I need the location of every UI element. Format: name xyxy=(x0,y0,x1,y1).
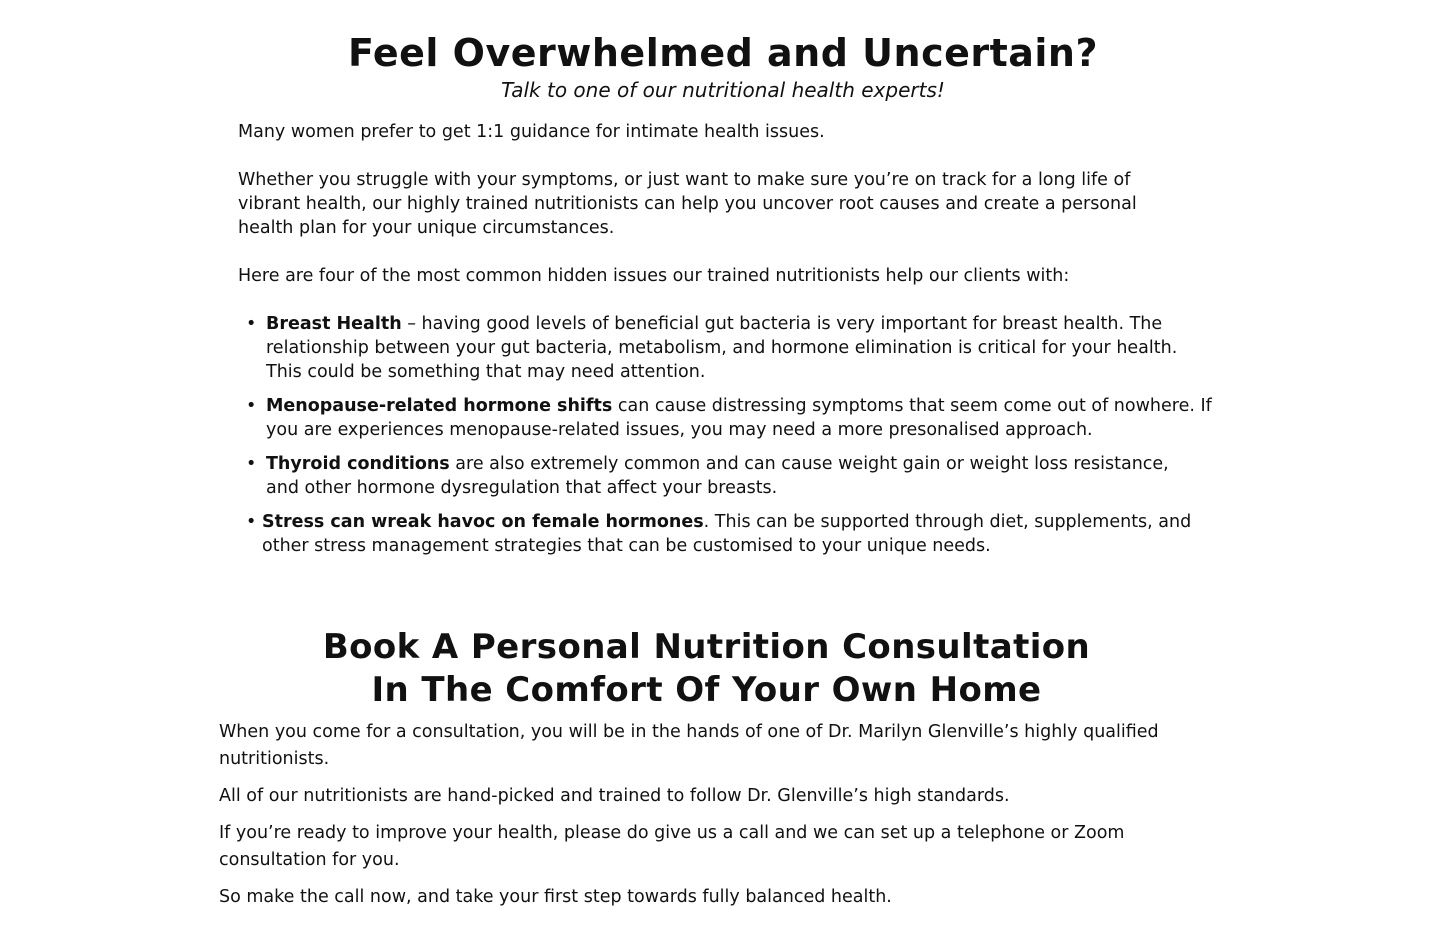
issue-text xyxy=(266,394,1216,442)
intro-paragraph-3: Here are four of the most common hidden issues our trained nutritionists help our clients with: xyxy=(238,266,1070,286)
intro-paragraph-1: Many women prefer to get 1:1 guidance for intimate health issues. xyxy=(238,122,825,142)
consultation-paragraph-2: All of our nutritionists are hand-picked and trained to follow Dr. Glenville’s high standards. xyxy=(219,786,1010,806)
bullet-marker: • xyxy=(246,396,257,416)
bullet-marker: • xyxy=(246,454,257,474)
issue-description: – having good levels of beneficial gut bacteria is very important for breast health. The relationship between your gut bacteria, metabolism, and hormone elimination is critical for your health. This could be something that may need attention. xyxy=(266,314,1178,382)
issue-title: Breast Health xyxy=(266,314,402,334)
consultation-paragraph-4: So make the call now, and take your first step towards fully balanced health. xyxy=(219,887,892,907)
consultation-heading-line-2: In The Comfort Of Your Own Home xyxy=(371,670,1042,710)
intro-paragraph-2: Whether you struggle with your symptoms, or just want to make sure you’re on track for a long life of vibrant health, our highly trained nutritionists can help you uncover root causes and create a personal health plan for your unique circumstances. xyxy=(238,170,1137,238)
bullet-marker: • xyxy=(246,512,257,532)
issue-title: Thyroid conditions xyxy=(266,454,450,474)
intro-subheading: Talk to one of our nutritional health experts! xyxy=(501,78,945,102)
issue-text xyxy=(266,312,1201,384)
issue-description: can cause distressing symptoms that seem come out of nowhere. If you are experiences menopause-related issues, you may need a more presonalised approach. xyxy=(266,396,1212,440)
consultation-heading xyxy=(0,626,1413,712)
issue-text xyxy=(262,510,1202,558)
issue-text xyxy=(266,452,1201,500)
issue-description: are also extremely common and can cause weight gain or weight loss resistance, and other hormone dysregulation that affect your breasts. xyxy=(266,454,1169,498)
consultation-paragraph-1: When you come for a consultation, you will be in the hands of one of Dr. Marilyn Glenville’s highly qualified nutritionists. xyxy=(219,722,1159,769)
issue-title: Stress can wreak havoc on female hormones xyxy=(262,512,704,532)
intro-heading: Feel Overwhelmed and Uncertain? xyxy=(347,31,1099,75)
consultation-paragraph-3: If you’re ready to improve your health, please do give us a call and we can set up a telephone or Zoom consultation for you. xyxy=(219,823,1125,870)
issue-description: . This can be supported through diet, supplements, and other stress management strategies that can be customised to your unique needs. xyxy=(262,512,1192,556)
consultation-heading-line-1: Book A Personal Nutrition Consultation xyxy=(322,627,1091,667)
issue-title: Menopause-related hormone shifts xyxy=(266,396,613,416)
bullet-marker: • xyxy=(246,314,257,334)
